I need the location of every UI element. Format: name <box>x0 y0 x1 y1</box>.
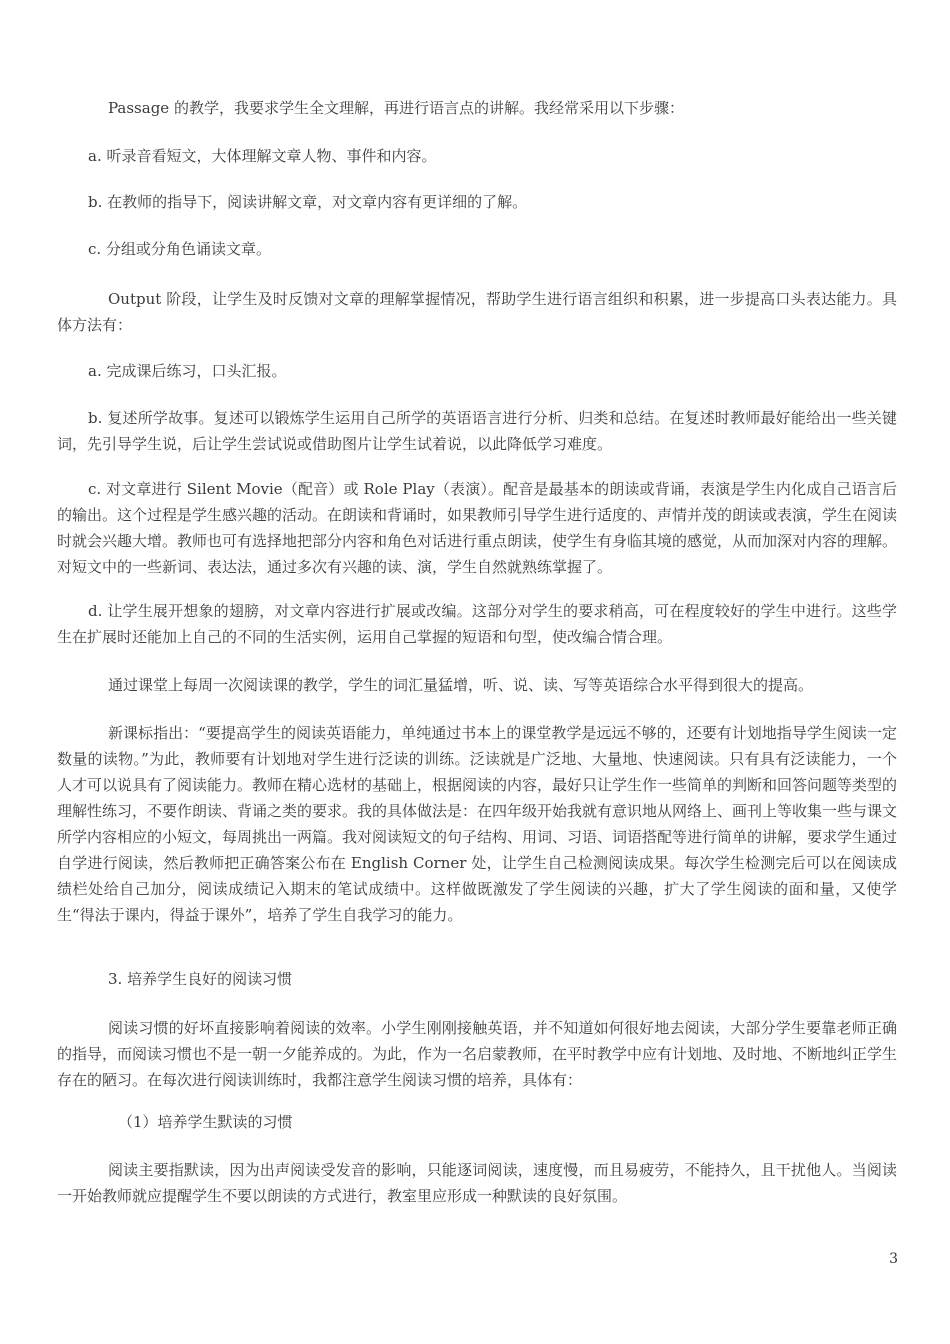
paragraph: a. 听录音看短文，大体理解文章人物、事件和内容。 <box>88 147 437 165</box>
paragraph: c. 对文章进行 Silent Movie（配音）或 Role Play（表演）。配音是最基本的朗读或背诵，表演是学生内化成自己语言后的输出。这个过程是学生感兴趣的活动。在朗读和背诵时，如果教师引导学生进行适度的、声情并茂的朗读或表演，学生在阅读时就会兴趣大增。教师也可有选择地把部分内容和角色对话进行重点朗读，使学生有身临其境的感觉，从而加深对内容的理解。对短文中的一些新词、表达法，通过多次有兴趣的读、演，学生自然就熟练掌握了。 <box>57 480 898 576</box>
paragraph: 阅读习惯的好坏直接影响着阅读的效率。小学生刚刚接触英语，并不知道如何很好地去阅读，大部分学生要靠老师正确的指导，而阅读习惯也不是一朝一夕能养成的。为此，作为一名启蒙教师，在平时教学中应有计划地、及时地、不断地纠正学生存在的陋习。在每次进行阅读训练时，我都注意学生阅读习惯的培养，具体有： <box>57 1019 898 1089</box>
subsection-heading: （1）培养学生默读的习惯 <box>118 1113 293 1131</box>
paragraph: a. 完成课后练习，口头汇报。 <box>88 362 287 380</box>
paragraph: b. 复述所学故事。复述可以锻炼学生运用自己所学的英语语言进行分析、归类和总结。在复述时教师最好能给出一些关键词，先引导学生说，后让学生尝试说或借助图片让学生试着说，以此降低学习难度。 <box>57 409 897 453</box>
paragraph: 通过课堂上每周一次阅读课的教学，学生的词汇量猛增，听、说、读、写等英语综合水平得到很大的提高。 <box>108 676 814 694</box>
paragraph: 阅读主要指默读，因为出声阅读受发音的影响，只能逐词阅读，速度慢，而且易疲劳，不能持久，且干扰他人。当阅读一开始教师就应提醒学生不要以朗读的方式进行，教室里应形成一种默读的良好氛围。 <box>57 1161 897 1205</box>
section-heading: 3. 培养学生良好的阅读习惯 <box>108 970 293 988</box>
paragraph: Output 阶段，让学生及时反馈对文章的理解掌握情况，帮助学生进行语言组织和积累，进一步提高口头表达能力。具体方法有： <box>57 290 897 334</box>
paragraph: Passage 的教学，我要求学生全文理解，再进行语言点的讲解。我经常采用以下步骤： <box>108 99 684 117</box>
paragraph: 新课标指出：“要提高学生的阅读英语能力，单纯通过书本上的课堂教学是远远不够的，还要有计划地指导学生阅读一定数量的读物。”为此，教师要有计划地对学生进行泛读的训练。泛读就是广泛地、大量地、快速阅读。只有具有泛读能力，一个人才可以说具有了阅读能力。教师在精心选材的基础上，根据阅读的内容，最好只让学生作一些简单的判断和回答问题等类型的理解性练习，不要作朗读、背诵之类的要求。我的具体做法是：在四年级开始我就有意识地从网络上、画刊上等收集一些与课文所学内容相应的小短文，每周挑出一两篇。我对阅读短文的句子结构、用词、习语、词语搭配等进行简单的讲解，要求学生通过自学进行阅读，然后教师把正确答案公布在 English Corner 处，让学生自己检测阅读成果。每次学生检测完后可以在阅读成绩栏处给自己加分，阅读成绩记入期末的笔试成绩中。这样做既激发了学生阅读的兴趣，扩大了学生阅读的面和量，又使学生“得法于课内，得益于课外”，培养了学生自我学习的能力。 <box>57 724 898 924</box>
paragraph: b. 在教师的指导下，阅读讲解文章，对文章内容有更详细的了解。 <box>88 193 528 211</box>
paragraph: c. 分组或分角色诵读文章。 <box>88 240 271 258</box>
page-number: 3 <box>889 1251 898 1267</box>
paragraph: d. 让学生展开想象的翅膀，对文章内容进行扩展或改编。这部分对学生的要求稍高，可在程度较好的学生中进行。这些学生在扩展时还能加上自己的不同的生活实例，运用自己掌握的短语和句型，使改编合情合理。 <box>57 602 897 646</box>
